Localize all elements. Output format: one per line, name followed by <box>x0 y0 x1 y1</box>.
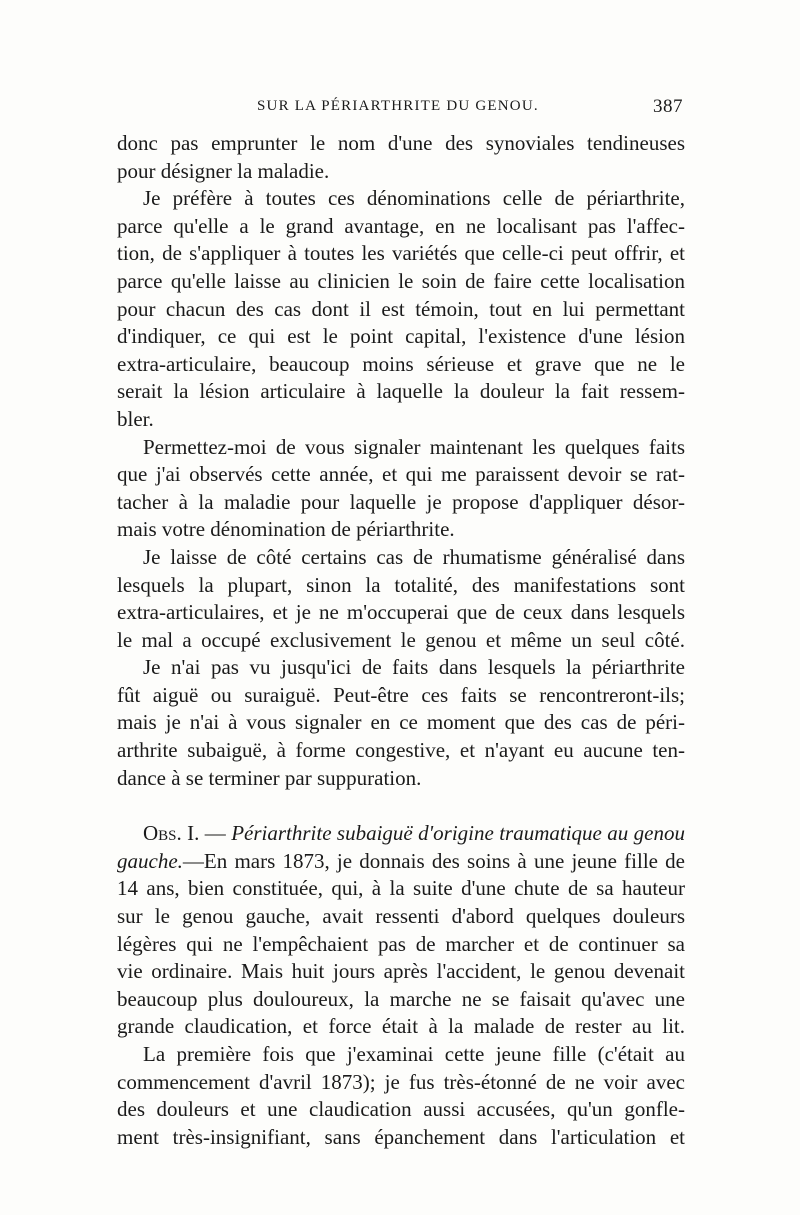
text-line: mais je n'ai à vous signaler en ce moment que des cas de péri- <box>117 710 685 735</box>
observation-line <box>117 848 685 876</box>
observation-line: ment très-insignifiant, sans épanchement dans l'articulation et <box>117 1124 685 1149</box>
observation-line: des douleurs et une claudication aussi accusées, qu'un gonfle- <box>117 1097 685 1122</box>
observation-line: beaucoup plus douloureux, la marche ne se faisait qu'avec une <box>117 986 685 1011</box>
text-line: arthrite subaiguë, à forme congestive, et n'ayant eu aucune ten- <box>117 738 685 763</box>
text-line: Je n'ai pas vu jusqu'ici de faits dans lesquels la périarthrite <box>143 655 685 680</box>
observation-title-end: gauche. <box>117 848 183 873</box>
observation-title: Périarthrite subaiguë d'origine traumatique au genou <box>231 821 685 846</box>
running-title: SUR LA PÉRIARTHRITE DU GENOU. <box>257 98 539 114</box>
text-line: le mal a occupé exclusivement le genou et même un seul côté. <box>117 627 685 652</box>
page-number: 387 <box>653 96 683 117</box>
text-line: Je laisse de côté certains cas de rhumatisme généralisé dans <box>143 544 685 569</box>
text-line: bler. <box>117 406 154 431</box>
text-line: tion, de s'appliquer à toutes les variétés que celle-ci peut offrir, et <box>117 241 685 266</box>
observation-line: légères qui ne l'empêchaient pas de marcher et de continuer sa <box>117 931 685 956</box>
text-line: extra-articulaire, beaucoup moins sérieuse et grave que ne le <box>117 351 685 376</box>
text-line: Je préfère à toutes ces dénominations celle de périarthrite, <box>143 186 685 211</box>
text-line: parce qu'elle a le grand avantage, en ne localisant pas l'affec- <box>117 213 685 238</box>
text-line: pour chacun des cas dont il est témoin, tout en lui permettant <box>117 296 685 321</box>
observation-line: grande claudication, et force était à la malade de rester au lit. <box>117 1014 685 1039</box>
text-line: dance à se terminer par suppuration. <box>117 765 422 790</box>
observation-text: —En mars 1873, je donnais des soins à une jeune fille de <box>182 848 685 873</box>
section-gap <box>117 792 685 820</box>
observation-line: vie ordinaire. Mais huit jours après l'accident, le genou devenait <box>117 959 685 984</box>
observation-line: La première fois que j'examinai cette jeune fille (c'était au <box>143 1042 685 1066</box>
running-header <box>117 98 683 120</box>
text-line: tacher à la maladie pour laquelle je propose d'appliquer désor- <box>117 489 685 514</box>
observation-label: Obs. I. <box>143 821 200 846</box>
observation-line: sur le genou gauche, avait ressenti d'abord quelques douleurs <box>117 904 685 929</box>
text-line: pour désigner la maladie. <box>117 158 330 183</box>
text-line: lesquels la plupart, sinon la totalité, des manifestations sont <box>117 572 685 597</box>
text-line: Permettez-moi de vous signaler maintenant les quelques faits <box>143 434 685 459</box>
observation-line: 14 ans, bien constituée, qui, à la suite d'une chute de sa hauteur <box>117 876 685 901</box>
text-line: mais votre dénomination de périarthrite. <box>117 517 455 542</box>
text-line: fût aiguë ou suraiguë. Peut-être ces faits se rencontreront-ils; <box>117 682 685 707</box>
text-line: extra-articulaires, et je ne m'occuperai que de ceux dans lesquels <box>117 600 685 625</box>
observation-line: commencement d'avril 1873); je fus très-étonné de ne voir avec <box>117 1069 685 1094</box>
text-line: d'indiquer, ce qui est le point capital, l'existence d'une lésion <box>117 324 685 349</box>
text-line: serait la lésion articulaire à laquelle la douleur la fait ressem- <box>117 379 685 404</box>
text-line: donc pas emprunter le nom d'une des synoviales tendineuses <box>117 131 685 155</box>
text-line: que j'ai observés cette année, et qui me paraissent devoir se rat- <box>117 462 685 487</box>
observation-dash: — <box>199 821 232 846</box>
observation-heading-line <box>117 820 685 848</box>
text-line: parce qu'elle laisse au clinicien le soin de faire cette localisation <box>117 268 685 293</box>
body-text <box>117 130 685 1151</box>
